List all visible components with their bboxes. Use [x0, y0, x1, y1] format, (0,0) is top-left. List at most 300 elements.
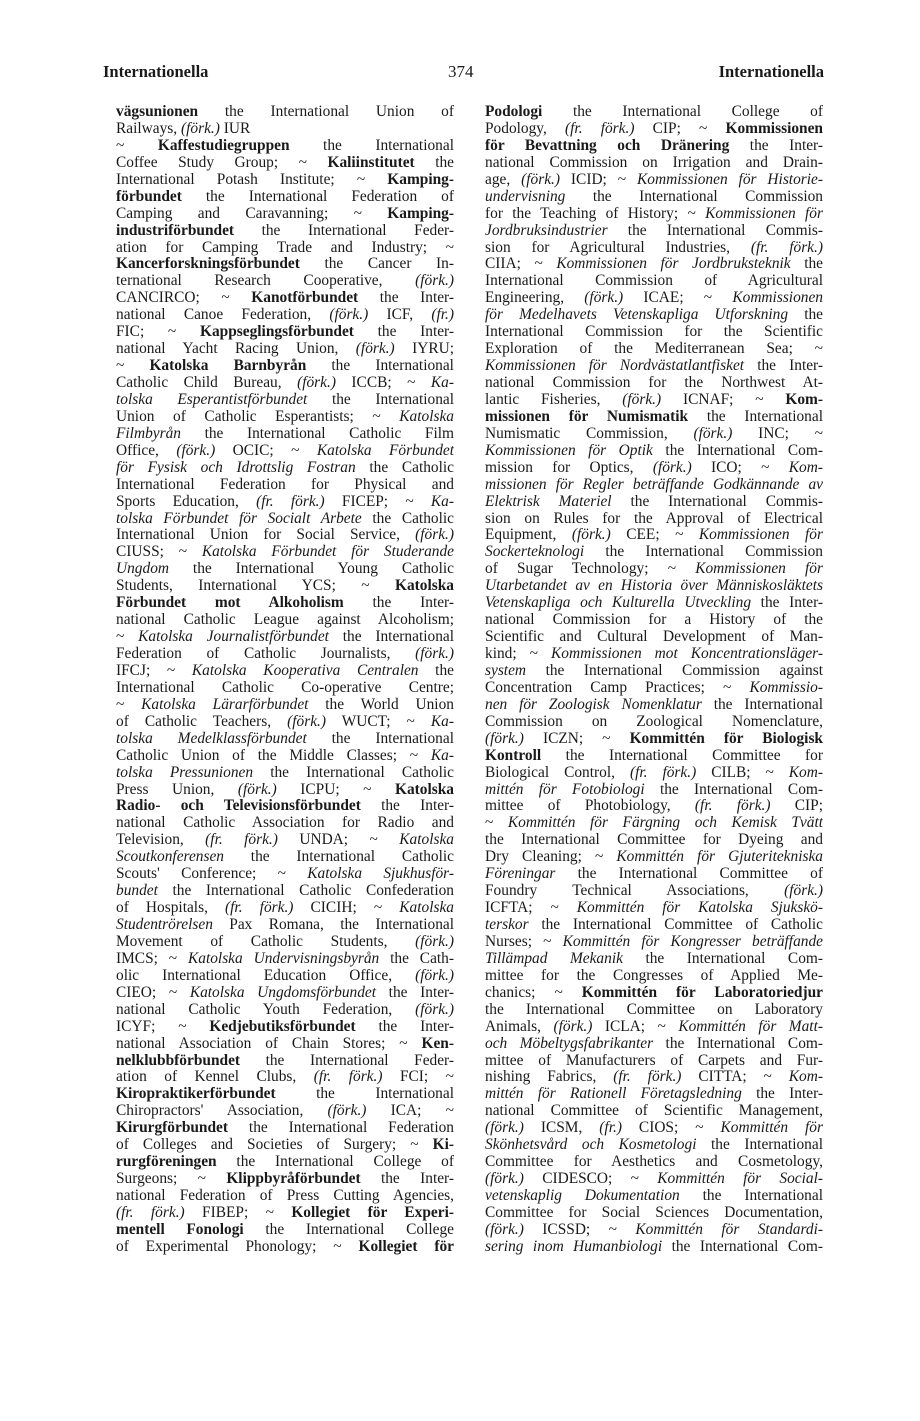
entry-text: FICEP; ~	[324, 493, 431, 510]
text-line	[485, 511, 823, 528]
text-line	[485, 256, 823, 273]
entry-headword: Kaliinstitutet	[327, 154, 415, 171]
entry-text: the Inter-	[376, 984, 454, 1001]
text-line	[485, 578, 823, 595]
italic-term: (förk.)	[693, 425, 733, 442]
entry-text: Commission on Zoological Nomenclature,	[485, 713, 823, 730]
italic-term: vetenskaplig Dokumentation	[485, 1188, 680, 1204]
text-line	[116, 138, 454, 155]
entry-text: mission for Optics,	[485, 459, 653, 476]
italic-term: Tillämpad Mekanik	[485, 950, 623, 967]
italic-term: Kommittén för Färgning och Kemisk Tvätt	[507, 815, 823, 832]
italic-term: Scoutkonferensen	[116, 849, 224, 866]
entry-headword: vägsunionen	[116, 104, 199, 120]
entry-headword: Ki-	[432, 1137, 454, 1154]
text-line	[116, 1036, 454, 1053]
italic-term: mittén för Fotobiologi	[485, 781, 645, 798]
italic-term: Kom-	[788, 764, 823, 781]
entry-headword: Förbundet mot Alkoholism	[116, 595, 344, 612]
entry-text: WUCT; ~	[326, 713, 431, 730]
entry-text: CIOS; ~	[621, 1120, 721, 1137]
entry-text: Concentration Camp Practices; ~	[485, 679, 750, 696]
text-line	[116, 849, 454, 866]
entry-headword: Kamping-	[387, 171, 454, 188]
italic-term: (förk.)	[521, 171, 561, 188]
text-line	[116, 527, 454, 544]
entry-headword: Kiropraktikerförbundet	[116, 1086, 276, 1103]
italic-term: (förk.)	[652, 459, 692, 476]
entry-text: the Inter-	[744, 358, 823, 375]
entry-text: the International	[306, 730, 454, 747]
italic-term: Katolska Undervisningsbyrån	[187, 950, 380, 967]
italic-term: (förk.)	[355, 341, 395, 358]
text-line	[485, 409, 823, 426]
italic-term: bundet	[116, 883, 158, 900]
entry-headword: Kedjebutiksförbundet	[209, 1018, 356, 1035]
entry-text: of Hospitals,	[116, 900, 226, 917]
text-line	[116, 307, 454, 324]
entry-headword: Katolska	[394, 578, 454, 595]
italic-term: Föreningar	[485, 866, 556, 883]
text-line	[116, 1154, 454, 1171]
entry-headword: förbundet	[116, 188, 182, 205]
italic-term: (förk.)	[287, 713, 327, 730]
text-line	[485, 1069, 823, 1086]
entry-text: ICFTA; ~	[485, 900, 577, 917]
italic-term: Kommissionen mot Koncentrationsläger-	[551, 646, 823, 662]
text-line	[116, 900, 454, 917]
entry-headword: Kamping-	[387, 205, 454, 222]
text-line	[116, 680, 454, 697]
entry-text: Pax Romana, the International	[212, 917, 454, 933]
text-line	[116, 290, 454, 307]
entry-text: the International Com-	[652, 442, 823, 459]
entry-text: ICAE; ~	[623, 290, 733, 307]
italic-term: (förk.)	[571, 527, 611, 544]
entry-text: the International Committee on Laboratory	[485, 1001, 823, 1018]
entry-text: the International	[688, 408, 823, 425]
entry-text: Camping and Caravanning; ~	[116, 205, 388, 222]
italic-term: Kommittén för Standardi-	[635, 1221, 823, 1238]
entry-text: ~	[116, 696, 142, 713]
italic-term: Katolska Ungdomsförbundet	[189, 984, 377, 1001]
entry-headword: Kanotförbundet	[251, 290, 359, 307]
text-line	[116, 206, 454, 223]
entry-headword: Kommittén för Biologisk	[629, 730, 823, 747]
entry-text: the	[788, 307, 823, 324]
right-column	[485, 104, 823, 1256]
entry-text: IFCJ; ~	[116, 662, 192, 679]
entry-text: the International Union of	[198, 104, 454, 120]
entry-text: Federation of Catholic Journalists,	[116, 646, 416, 662]
italic-term: Ungdom	[116, 561, 170, 578]
italic-term: (förk.)	[327, 1103, 367, 1120]
text-line	[116, 1103, 454, 1120]
entry-text: Catholic Child Bureau,	[116, 375, 298, 391]
entry-text: CIEO; ~	[116, 984, 190, 1001]
italic-term: (förk.)	[485, 1120, 524, 1137]
text-line	[116, 663, 454, 680]
text-line	[116, 443, 454, 460]
entry-text: the International Com-	[644, 781, 823, 798]
entry-headword: Kontroll	[485, 747, 542, 764]
entry-text: the International Committee for	[541, 747, 823, 764]
entry-text: the International Catholic	[253, 764, 454, 781]
text-line	[485, 121, 823, 138]
italic-term: Kommissionen för	[705, 205, 823, 222]
text-line	[116, 697, 454, 714]
entry-text: ternational Research Cooperative,	[116, 273, 416, 290]
text-line	[116, 917, 454, 934]
text-line	[485, 324, 823, 341]
entry-text: ICPU; ~	[276, 781, 395, 798]
italic-term: Filmbyrån	[116, 425, 181, 442]
italic-term: Sockerteknologi	[485, 544, 585, 561]
entry-text: national Commission for a History of the	[485, 612, 823, 629]
text-line	[116, 409, 454, 426]
text-line	[116, 460, 454, 477]
entry-text: mittee of Manufacturers of Carpets and Fur-	[485, 1052, 823, 1069]
entry-text: Biological Control,	[485, 764, 630, 781]
entry-text: the International Catholic	[223, 849, 454, 866]
italic-term: Katolska	[399, 832, 454, 849]
text-line	[116, 934, 454, 951]
entry-headword: Katolska Barnbyrån	[149, 358, 307, 375]
italic-term: (förk.)	[415, 1001, 454, 1018]
entry-text: UNDA; ~	[277, 832, 400, 849]
text-line	[485, 1205, 823, 1222]
running-head-right: Internationella	[718, 62, 824, 81]
text-line	[116, 1188, 454, 1205]
entry-text: Nurses; ~	[485, 933, 563, 950]
page-number: 374	[448, 62, 474, 81]
italic-term: Jordbruksindustrier	[485, 222, 608, 239]
running-header	[0, 62, 920, 86]
entry-text: the International	[679, 1188, 823, 1204]
italic-term: (fr. förk.)	[613, 1069, 682, 1086]
text-line	[485, 341, 823, 358]
text-line	[485, 1103, 823, 1120]
entry-text: sion for Agricultural Industries,	[485, 239, 751, 256]
entry-headword: Kollegiet för	[358, 1238, 454, 1255]
entry-text: national Catholic Association for Radio and	[116, 815, 454, 832]
text-line	[485, 900, 823, 917]
entry-text: the International Commis-	[611, 493, 823, 510]
entry-headword: mentell Fonologi	[116, 1221, 244, 1238]
entry-text: national Committee of Scientific Management,	[485, 1103, 823, 1120]
text-line	[116, 595, 454, 612]
italic-term: (fr. förk.)	[313, 1069, 383, 1086]
text-line	[485, 595, 823, 612]
text-line	[485, 1171, 823, 1188]
italic-term: (fr.)	[599, 1120, 622, 1137]
text-line	[485, 155, 823, 172]
text-line	[485, 629, 823, 646]
entry-headword: Kirurgförbundet	[116, 1120, 229, 1137]
text-line	[485, 1239, 823, 1256]
italic-term: Ka-	[430, 747, 454, 764]
text-line	[116, 985, 454, 1002]
running-head-left: Internationella	[103, 62, 209, 81]
entry-text: ~	[116, 137, 158, 154]
text-line	[116, 1019, 454, 1036]
entry-text: national Federation of Press Cutting Agencies,	[116, 1188, 454, 1204]
text-line	[116, 968, 454, 985]
entry-text: CIUSS; ~	[116, 544, 202, 561]
italic-term: system	[485, 662, 527, 679]
text-line	[116, 815, 454, 832]
entry-text: ICSSD; ~	[523, 1221, 636, 1238]
entry-text: ICCB; ~	[335, 375, 431, 391]
italic-term: (förk.)	[553, 1018, 593, 1035]
entry-text: sion on Rules for the Approval of Electrical	[485, 510, 823, 527]
entry-headword: Radio- och Televisionsförbundet	[116, 798, 361, 815]
italic-term: Vetenskapliga och Kulturella Utveckling	[485, 595, 752, 612]
italic-term: (fr. förk.)	[629, 764, 697, 781]
text-line	[485, 477, 823, 494]
text-line	[485, 765, 823, 782]
text-line	[485, 392, 823, 409]
text-line	[116, 832, 454, 849]
entry-text: OCIC; ~	[215, 442, 317, 459]
text-line	[485, 731, 823, 748]
italic-term: (förk.)	[485, 1221, 524, 1238]
text-line	[116, 1120, 454, 1137]
entry-text: the International Catholic Film	[180, 425, 454, 442]
text-line	[116, 612, 454, 629]
entry-text: the International Young Catholic	[169, 561, 454, 578]
text-line	[116, 1239, 454, 1256]
text-line	[485, 273, 823, 290]
entry-text: the International College	[243, 1221, 454, 1238]
entry-text: the Cancer In-	[299, 256, 454, 273]
entry-text: the	[414, 154, 454, 171]
entry-text: ~	[116, 629, 139, 646]
text-line	[116, 731, 454, 748]
italic-term: Utarbetandet av en Historia över Människosläktets	[485, 578, 823, 595]
entry-text: the International Commission	[565, 188, 823, 205]
entry-text: the International Federation of	[181, 188, 454, 205]
italic-term: (fr. förk.)	[205, 832, 278, 849]
text-line	[116, 561, 454, 578]
entry-text: national Canoe Federation,	[116, 307, 330, 324]
text-line	[116, 1205, 454, 1222]
italic-term: Kommissionen för Jordbruksteknik	[556, 256, 791, 273]
entry-headword: Podologi	[485, 104, 543, 120]
entry-text: Committee for Aesthetics and Cosmetology,	[485, 1154, 823, 1171]
entry-text: mittee for the Congresses of Applied Me-	[485, 967, 823, 984]
entry-text: Railways,	[116, 120, 181, 137]
italic-term: (förk.)	[784, 883, 823, 900]
entry-text: national Catholic League against Alcoholism;	[116, 612, 454, 629]
italic-term: Kommissionen	[732, 290, 823, 307]
italic-term: missionen för Regler beträffande Godkännande av	[485, 476, 823, 493]
italic-term: Katolska Kooperativa Centralen	[191, 662, 419, 679]
entry-text: the Inter-	[355, 1018, 454, 1035]
italic-term: (förk.)	[415, 646, 454, 662]
italic-term: Katolska Sjukhusför-	[307, 866, 454, 883]
entry-text: ICYF; ~	[116, 1018, 210, 1035]
text-line	[485, 697, 823, 714]
entry-text: for the Teaching of History; ~	[485, 205, 706, 222]
entry-text: Numismatic Commission,	[485, 425, 694, 442]
italic-term: Studentrörelsen	[116, 917, 213, 933]
entry-text: Office,	[116, 442, 177, 459]
text-line	[485, 460, 823, 477]
italic-term: (fr. förk.)	[225, 900, 294, 917]
italic-term: (fr.)	[431, 307, 454, 324]
entry-text: Catholic Union of the Middle Classes; ~	[116, 747, 431, 764]
italic-term: Katolska Lärarförbundet	[141, 696, 309, 713]
entry-text: Movement of Catholic Students,	[116, 933, 416, 950]
text-line	[485, 426, 823, 443]
entry-text: Podology,	[485, 120, 566, 137]
italic-term: tolska Förbundet för Socialt Arbete	[116, 510, 362, 527]
text-line	[116, 358, 454, 375]
entry-text: of Colleges and Societies of Surgery; ~	[116, 1137, 433, 1154]
italic-term: Kommittén för Kongresser beträffande	[562, 933, 823, 950]
entry-text: Union of Catholic Esperantists; ~	[116, 408, 400, 425]
entry-text: Coffee Study Group; ~	[116, 154, 328, 171]
text-line	[116, 951, 454, 968]
text-line	[116, 1086, 454, 1103]
entry-text: the International	[289, 137, 454, 154]
text-line	[485, 358, 823, 375]
italic-term: Ka-	[430, 713, 454, 730]
entry-text: the International	[696, 1137, 823, 1154]
entry-text: CIP; ~	[634, 120, 726, 137]
entry-headword: Kommittén för Laboratoriedjur	[581, 984, 823, 1001]
entry-text: Foundry Technical Associations,	[485, 883, 785, 900]
entry-headword: Kom-	[785, 391, 823, 408]
entry-headword: rurgföreningen	[116, 1154, 217, 1171]
entry-text: Television,	[116, 832, 206, 849]
italic-term: Kommissionen för	[698, 527, 823, 544]
italic-term: Kommissionen för Optik	[485, 442, 653, 459]
entry-text: CILB; ~	[696, 764, 789, 781]
text-line	[485, 189, 823, 206]
entry-text: ICF,	[368, 307, 432, 324]
entry-text: CIIA; ~	[485, 256, 557, 273]
italic-term: Kom-	[788, 459, 823, 476]
entry-headword: Klippbyråförbundet	[226, 1171, 361, 1188]
entry-text: CIP;	[770, 798, 823, 815]
text-line	[485, 883, 823, 900]
entry-text: the International Feder-	[240, 1052, 454, 1069]
entry-text: ICID; ~	[560, 171, 637, 188]
text-line	[485, 663, 823, 680]
entry-headword: missionen för Numismatik	[485, 408, 689, 425]
entry-text: the	[790, 256, 823, 273]
text-line	[116, 1002, 454, 1019]
text-line	[485, 1053, 823, 1070]
entry-headword: Kollegiet för Experi-	[291, 1204, 454, 1221]
entry-text: the International Com-	[662, 1238, 823, 1255]
entry-text: ation of Kennel Clubs,	[116, 1069, 314, 1086]
text-line	[485, 206, 823, 223]
text-line	[485, 138, 823, 155]
entry-text: Dry Cleaning; ~	[485, 849, 617, 866]
text-line	[485, 934, 823, 951]
entry-text: mittee of Photobiology,	[485, 798, 695, 815]
entry-text: CEE; ~	[610, 527, 699, 544]
entry-headword: Katolska	[394, 781, 454, 798]
text-line	[485, 307, 823, 324]
text-line	[485, 748, 823, 765]
text-line	[116, 494, 454, 511]
text-line	[485, 985, 823, 1002]
entry-text: the International College of	[542, 104, 823, 120]
entry-text: the Inter-	[751, 595, 823, 612]
entry-text: the Inter-	[729, 137, 823, 154]
text-line	[485, 1086, 823, 1103]
text-line	[485, 646, 823, 663]
text-line	[485, 798, 823, 815]
entry-text: Committee for Social Sciences Documentation,	[485, 1204, 823, 1221]
entry-text: the World Union	[308, 696, 454, 713]
text-line	[116, 392, 454, 409]
entry-text: the Inter-	[358, 290, 454, 307]
italic-term: Kommittén för Gjuteritekniska	[616, 849, 823, 866]
text-line	[485, 240, 823, 257]
entry-text: International Federation for Physical and	[116, 476, 454, 493]
text-line	[485, 527, 823, 544]
text-line	[116, 1069, 454, 1086]
entry-text: the International Federation	[228, 1120, 454, 1137]
entry-text: CIDESCO; ~	[523, 1171, 658, 1188]
italic-term: (förk.)	[415, 933, 454, 950]
entry-text: the Cath-	[379, 950, 454, 967]
text-line	[116, 426, 454, 443]
text-line	[485, 1019, 823, 1036]
text-line	[485, 1154, 823, 1171]
text-line	[116, 477, 454, 494]
text-line	[485, 172, 823, 189]
entry-text: Scouts' Conference; ~	[116, 866, 308, 883]
entry-text: the Catholic	[361, 510, 454, 527]
entry-text: national Commission on Irrigation and Drain-	[485, 154, 823, 171]
entry-text: International Catholic Co-operative Centre;	[116, 679, 454, 696]
entry-text: olic International Education Office,	[116, 967, 416, 984]
text-line	[485, 714, 823, 731]
entry-text: national Association of Chain Stores; ~	[116, 1035, 422, 1052]
entry-text: Students, International YCS; ~	[116, 578, 395, 595]
italic-term: Skönhetsvård och Kosmetologi	[485, 1137, 697, 1154]
italic-term: (fr. förk.)	[750, 239, 823, 256]
entry-text: the International Commission	[584, 544, 823, 561]
text-line	[116, 578, 454, 595]
text-line	[116, 1171, 454, 1188]
italic-term: för Medelhavets Vetenskapliga Utforskning	[485, 307, 789, 324]
entry-text: the International Committee for Dyeing and	[485, 832, 823, 849]
text-line	[485, 1137, 823, 1154]
text-line	[485, 290, 823, 307]
text-line	[485, 968, 823, 985]
entry-text: the International Com-	[622, 950, 823, 967]
italic-term: (fr. förk.)	[565, 120, 635, 137]
text-line	[116, 511, 454, 528]
entry-text: nishing Fabrics,	[485, 1069, 614, 1086]
entry-text: ICSM,	[523, 1120, 600, 1137]
text-line	[485, 443, 823, 460]
text-line	[485, 849, 823, 866]
entry-text: the International Commis-	[607, 222, 823, 239]
text-line	[485, 104, 823, 121]
italic-term: (förk.)	[485, 1171, 524, 1188]
text-line	[116, 798, 454, 815]
text-line	[485, 544, 823, 561]
italic-term: (fr. förk.)	[694, 798, 771, 815]
